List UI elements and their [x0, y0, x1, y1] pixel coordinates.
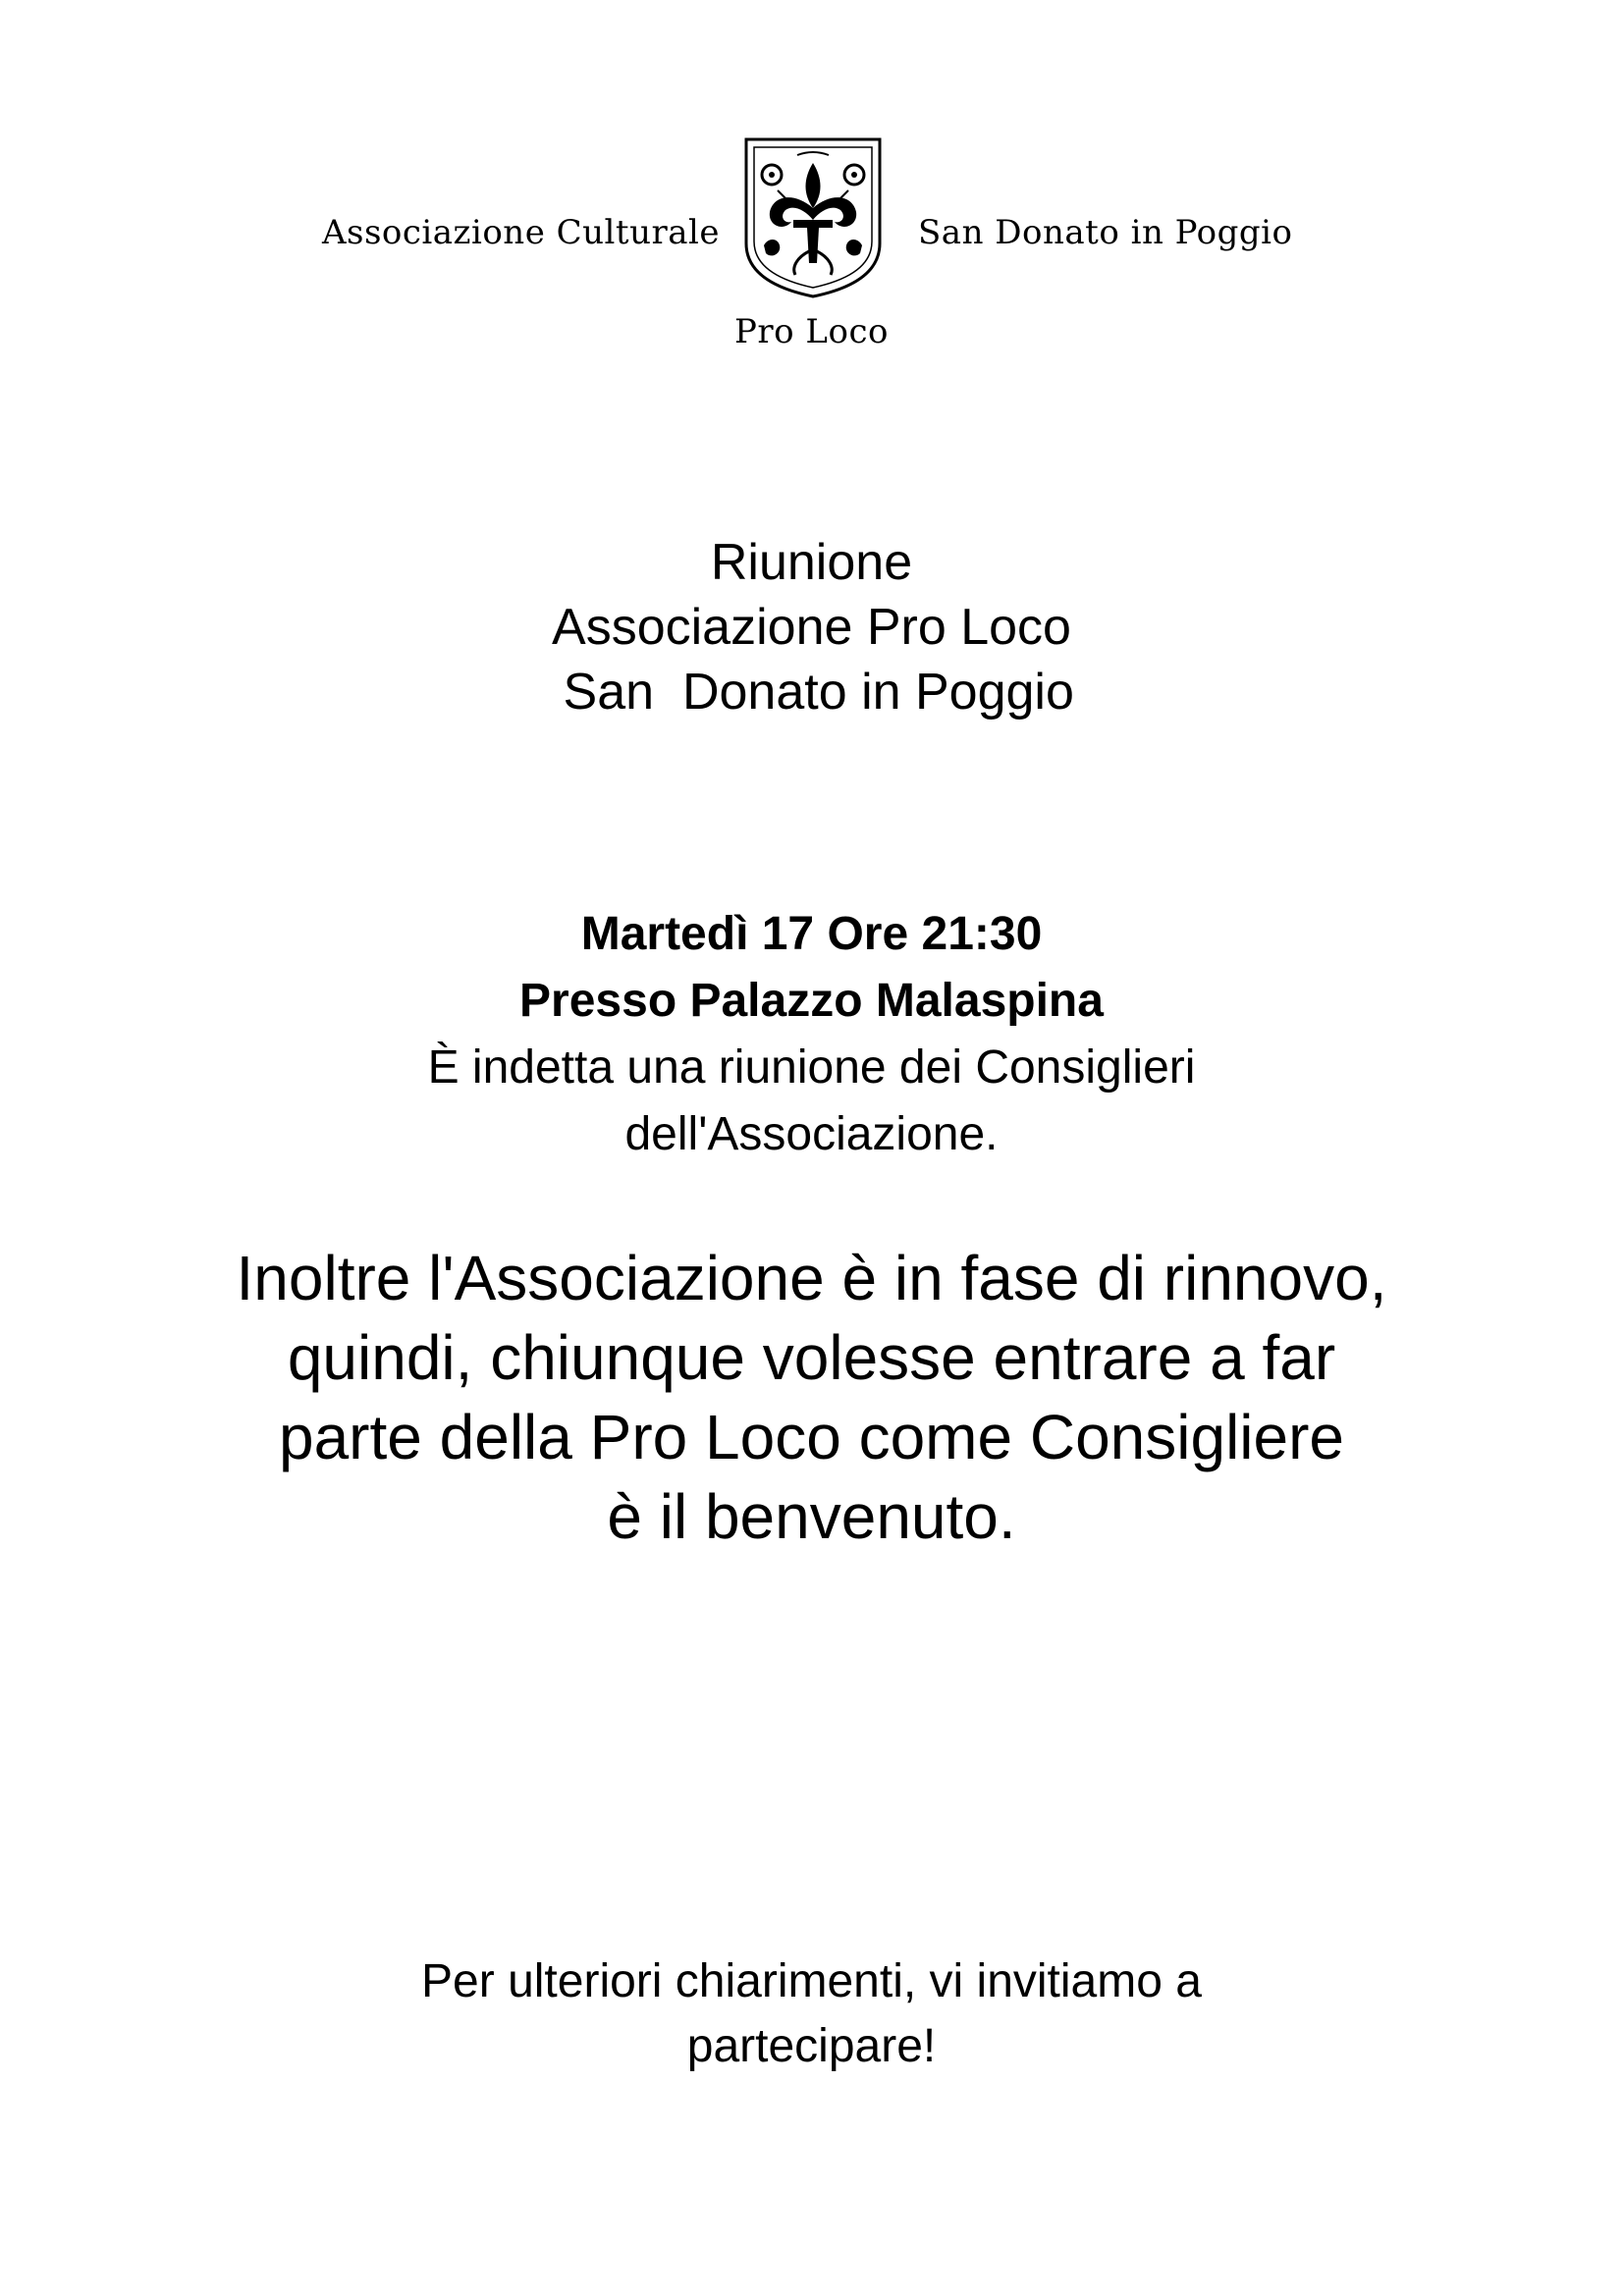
renewal-announcement [0, 1239, 1623, 1557]
meeting-description-line: dell'Associazione. [624, 1108, 999, 1160]
meeting-date-time: Martedì 17 Ore 21:30 [580, 908, 1043, 960]
renewal-line: parte della Pro Loco come Consigliere [278, 1402, 1345, 1472]
meeting-details [0, 901, 1623, 1168]
notice-title [0, 530, 1623, 724]
letterhead-left-text: Associazione Culturale [321, 213, 720, 252]
title-line: San Donato in Poggio [549, 664, 1074, 721]
renewal-line: è il benvenuto. [607, 1481, 1016, 1552]
title-line: Riunione [710, 534, 913, 591]
meeting-location: Presso Palazzo Malaspina [519, 975, 1104, 1027]
coat-of-arms-icon [738, 135, 888, 300]
letterhead-subtitle: Pro Loco [734, 312, 889, 351]
letterhead-right-text: San Donato in Poggio [918, 213, 1293, 252]
title-line: Associazione Pro Loco [552, 599, 1071, 656]
footer-line: Per ulteriori chiarimenti, vi invitiamo a [421, 1955, 1202, 2007]
footer-invitation [0, 1949, 1623, 2079]
renewal-line: Inoltre l'Associazione è in fase di rinnovo, [236, 1243, 1387, 1313]
renewal-line: quindi, chiunque volesse entrare a far [287, 1322, 1336, 1393]
meeting-description-line: È indetta una riunione dei Consiglieri [427, 1041, 1196, 1094]
footer-line: partecipare! [686, 2020, 937, 2072]
